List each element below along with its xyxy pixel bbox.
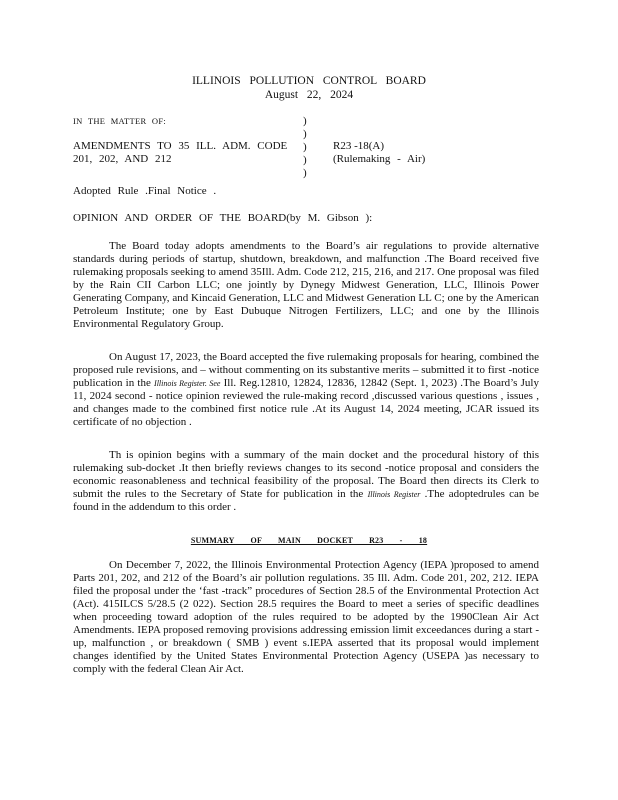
caption-paren: ) bbox=[303, 154, 307, 166]
caption-paren: ) bbox=[303, 141, 307, 153]
adopted-line: Adopted Rule .Final Notice . bbox=[73, 185, 217, 197]
paragraph-4: On December 7, 2022, the Illinois Environmental Protection Agency (IEPA )proposed to amend Parts 201, 202, and 212 of the Board’s air pollution regulations. 35 Ill. Adm. Code 201, 202, 212. IEPA filed the proposal under the ‘fast -track” procedures of Section 28.5 of the Environmental Protection Act (Act). 415ILCS 5/28.5 (2 022). Section 28.5 requires the Board to meet a series of specific deadlines when proceeding toward adoption of the rules required to be adopted by the 1990Clean Air Act Amendments. IEPA proposed removing provisions addressing emission limit exceedances during a start - up, malfunction , or breakdown ( SMB ) event s.IEPA asserted that its proposal would implement changes identified by the United States Environmental Protection Agency (USEPA )as necessary to comply with the federal Clean Air Act. bbox=[73, 559, 539, 675]
opinion-line: OPINION AND ORDER OF THE BOARD(by M. Gibson ): bbox=[73, 212, 373, 224]
caption-title-line1: AMENDMENTS TO 35 ILL. ADM. CODE bbox=[73, 140, 288, 152]
caption-title-line2: 201, 202, AND 212 bbox=[73, 153, 172, 165]
paragraph-2 bbox=[73, 351, 539, 429]
in-the-matter-label: IN THE MATTER OF: bbox=[73, 116, 167, 126]
paragraph-3-text-b: .The adoptedrules can be found in the addendum to this order . bbox=[73, 488, 540, 513]
paragraph-3 bbox=[73, 449, 539, 514]
paragraph-1: The Board today adopts amendments to the Board’s air regulations to provide alternative standards during periods of startup, shutdown, breakdown, and malfunction .The Board received five rulemaking proposals seeking to amend 35Ill. Adm. Code 212, 215, 216, and 217. One proposal was filed by the Rain CII Carbon LLC; one jointly by Dynegy Midwest Generation, LLC, Illinois Power Generating Company, and Kincaid Generation, LLC and Midwest Generation LL C; one by the American Petroleum Institute; one by East Dubuque Nitrogen Fertilizers, LLC; and one by the Illinois Environmental Regulatory Group. bbox=[73, 240, 539, 330]
document-header bbox=[0, 74, 618, 102]
rulemaking-type: (Rulemaking - Air) bbox=[333, 153, 426, 165]
paragraph-2-text-a: On August 17, 2023, the Board accepted the five rulemaking proposals for hearing, combined the proposed rule revisions, and – without commenting on its substantive merits – submitted it to first -notice publication in the bbox=[73, 351, 539, 389]
document-date: August 22, 2024 bbox=[264, 89, 354, 101]
illinois-register-citation: Illinois Register bbox=[154, 379, 205, 388]
caption-paren: ) bbox=[303, 128, 307, 140]
summary-heading: SUMMARY OF MAIN DOCKET R23 - 18 bbox=[190, 536, 428, 545]
caption-right bbox=[333, 140, 493, 166]
docket-number: R23 -18(A) bbox=[333, 140, 385, 152]
paragraph-3-text-a: Th is opinion begins with a summary of the main docket and the procedural history of this rulemaking sub-docket .It then briefly reviews changes to its second -notice proposal and considers the economic reasonableness and technical feasibility of the proposal. The Board then directs its Clerk to submit the rules to the Secretary of State for publication in the bbox=[73, 449, 539, 500]
board-name: ILLINOIS POLLUTION CONTROL BOARD bbox=[192, 75, 426, 87]
see-signal: . See bbox=[204, 379, 221, 388]
paragraph-2-text-b: Ill. Reg.12810, 12824, 12836, 12842 (Sept. 1, 2023) .The Board’s July 11, 2024 second - notice opinion reviewed the rule-making record ,discussed various questions , issues , and changes made to the combined first notice rule .At its August 14, 2024 meeting, JCAR issued its certificate of no objection . bbox=[73, 377, 539, 428]
summary-heading-wrap bbox=[0, 534, 618, 547]
illinois-register-citation: Illinois Register bbox=[367, 490, 421, 499]
caption-paren: ) bbox=[303, 115, 307, 127]
caption-paren: ) bbox=[303, 167, 307, 179]
